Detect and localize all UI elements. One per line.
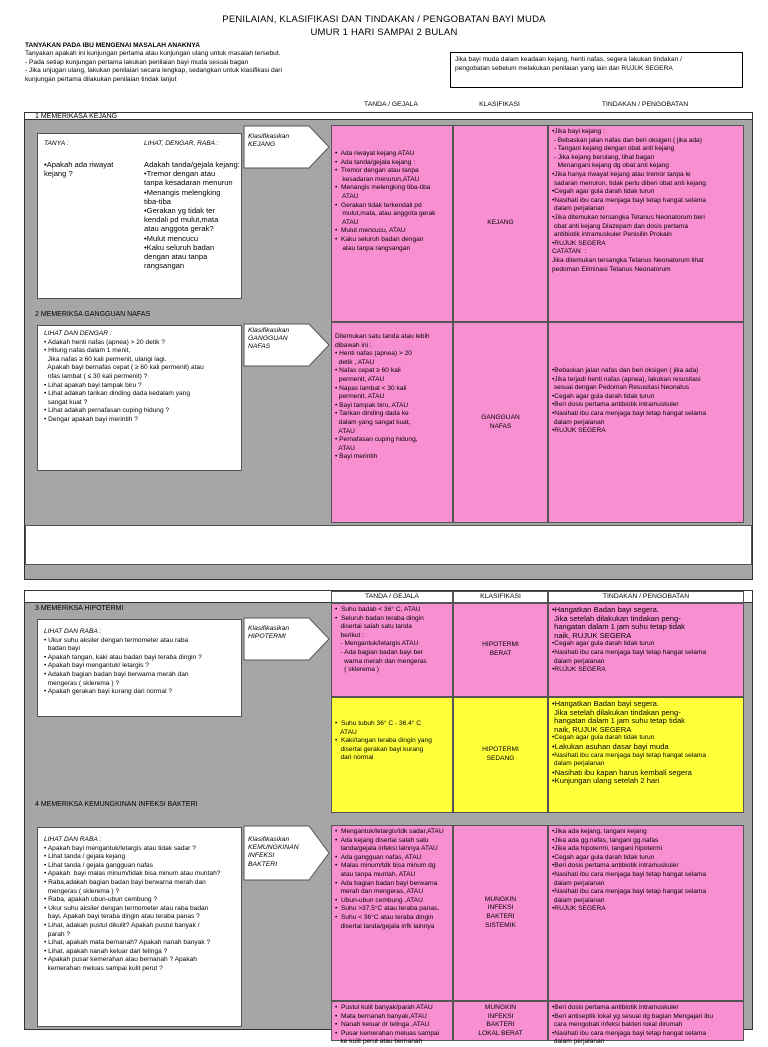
assess-line: • Adakah bagian badan bayi berwarna merah dan (44, 670, 189, 678)
tindakan-line: •Nasihati ibu kapan harus kembali segera (552, 767, 692, 777)
page-title: PENILAIAN, KLASIFIKASI DAN TINDAKAN / PENGOBATAN BAYI MUDA (222, 14, 546, 25)
tindakan-line: •Hangatkan Badan bayi segera. (552, 699, 659, 708)
tanda-line: - Ada bagian badan bayi ber (335, 648, 423, 656)
tindakan-line: sadaran menurun, tidak perlu diberi obat anti kejang (552, 179, 706, 187)
tanda-line: permenit, ATAU (335, 393, 385, 401)
sign: atau anggota gerak? (144, 224, 214, 234)
klasifikasi-text: BAKTERI (486, 913, 515, 920)
tanda-line: • Seluruh badan teraba dingin (335, 614, 424, 622)
tanda-line: merah dan mengeras, ATAU (335, 888, 424, 896)
assess-line: badan bayi (44, 645, 80, 653)
tanda-line: • Kaku seluruh badan dengan (335, 235, 424, 243)
tindakan-line: •Jika terjadi henti nafas (apnea), lakukan resusitasi (552, 375, 701, 383)
sign: rangsangan (144, 261, 185, 271)
tindakan-line: •RUJUK SEGERA (552, 905, 606, 913)
tanda-line: • Mengantuk/letargis/tdk sadar,ATAU (335, 828, 444, 835)
assess-line: bayi. Apakah bayi teraba dingin atau teraba panas ? (44, 913, 200, 921)
tanda-line: atau tanpa muntah, ATAU (335, 870, 416, 878)
tindakan-line: •Jika ada hipotermi, tangani hipotermi (552, 845, 663, 853)
sign: •Kaku seluruh badan (144, 242, 215, 252)
tanda-line: • Gerakan tidak terkendali pd (335, 201, 422, 209)
tanda-line: • Tarikan dinding dada ke (335, 410, 409, 418)
assess-line: • Raba,adakah bagian badan bayi berwarna merah dan (44, 878, 206, 886)
intro-line: - Pada setiap kunjungan pertama lakukan penilaian bayi muda sesuai bagan (25, 58, 249, 66)
assess-line: • Lihat, apakah nanah keluar dari telinga ? (44, 947, 168, 955)
tindakan-line: •Kunjungan ulang setelah 2 hari (552, 776, 660, 786)
assess-line: nfas lambat ( ≤ 30 kali permenit) ? (44, 372, 148, 380)
tindakan-cell-hipotermi-sedang (548, 697, 744, 813)
tanya-label: TANYA : (44, 140, 69, 147)
tindakan-cell-infeksi-sistemik (548, 825, 744, 1001)
tindakan-line: •Cegah agar gula darah tidak turun (552, 853, 655, 861)
assess-line: Apakah bayi bernafas cepat ( ≥ 60 kali permenit) atau (44, 364, 204, 372)
assess-line: mengeras ( sklerema ) ? (44, 679, 120, 687)
blank-row (25, 525, 752, 565)
tindakan-line: •Cegah agar gula darah tidak turun (552, 392, 655, 400)
tanda-line: tanda/gejala infeksi lainnya ATAU (335, 845, 438, 853)
tindakan-line: •Hangatkan Badan bayi segera. (552, 605, 659, 614)
tanda-line: dibawah ini : (335, 341, 372, 349)
tanda-cell-kejang (331, 125, 453, 322)
intro-line: - Jika unjugan ulang, lakukan penilaian secara lengkap, sedangkan untuk klasifikasi dari (25, 67, 282, 75)
klasifikasi-text: LOKAL BERAT (478, 1029, 523, 1037)
assess-line: mengeras ( sklerema ) ? (44, 887, 120, 895)
tanda-line: • Pustul kulit banyak/parah ATAU (335, 1004, 433, 1011)
assess-line: • Dengar apakah bayi merintih ? (44, 415, 138, 423)
tanda-line: disertai gerakan bayi kurang (335, 745, 424, 753)
tindakan-line: •Nasihati ibu cara menjaga bayi tetap hangat selama (552, 870, 707, 878)
klasifikasi-text: INFEKSI (487, 1012, 514, 1020)
tindakan-line: Jika setelah dilakukan tindakan peng- (552, 707, 681, 717)
tindakan-line: •Beri dosis pertama antibiotik intramuskuler (552, 401, 679, 409)
panel-kejang-nafas (24, 112, 753, 580)
tindakan-line: •Nasihati ibu cara menjaga bayi tetap hangat selama (552, 1029, 707, 1037)
tindakan-line: dalam perjalanan (552, 760, 605, 768)
tanda-line: ATAU (335, 218, 359, 226)
tindakan-line: cara mengobati infeksi bakteri lokal dirumah (552, 1021, 683, 1029)
tindakan-line: dalam perjalanan (552, 205, 605, 213)
tanda-line: • Suhu tubuh 36° C - 36.4° C (335, 720, 422, 727)
header-tindakan: TINDAKAN / PENGOBATAN (601, 101, 689, 108)
tanda-line: • Ubun-ubun cembung ,ATAU (335, 896, 423, 904)
tanda-line: • Mata bernanah banyak,ATAU (335, 1012, 427, 1020)
intro-line: kunjungan pertama dilakukan penilaian tindak lanjut (25, 75, 177, 83)
assess-line: • Lihat adakah pernafasan cuping hidung ? (44, 407, 170, 415)
assess-line: kemerahan meluas sampai kulit perut ? (44, 964, 163, 972)
sign: •Mulut mencucu (144, 233, 199, 243)
note-line: Jika bayi muda dalam keadaan kejang, henti nafas, segera lakukan tindakan / (455, 56, 682, 63)
tindakan-line: sesuai dengan Pedoman Resusitasi Neonatus (552, 384, 690, 392)
sign: •Gerakan yg tidak ter (144, 206, 216, 216)
tindakan-line: Jika setelah dilakukan tindakan peng- (552, 613, 681, 623)
arrow-label-kejang: Klasifikasikan KEJANG (248, 133, 290, 149)
assess-line: • Apakah tangan, kaki atau badan bayi teraba dingin ? (44, 653, 202, 661)
assess-line: • Lihat, apakah mata bernanah? Apakah nanah banyak ? (44, 939, 211, 947)
klasifikasi-hipotermi-berat (453, 603, 548, 697)
assess-line: • Raba, apakah ubun-ubun cembung ? (44, 896, 158, 904)
tindakan-cell-kejang (548, 125, 744, 322)
tanda-line: ATAU (335, 444, 355, 452)
assess-line: • Lihat adakah tarikan dinding dada kedalam yang (44, 390, 191, 398)
tanda-line: • Ada gangguan nafas, ATAU (335, 853, 422, 861)
tindakan-line: dalam perjalanan (552, 896, 605, 904)
klasifikasi-text: HIPOTERMI (482, 746, 519, 754)
tanda-line: • Suhu < 36°C atau teraba dingin (335, 913, 434, 921)
arrow-label-infeksi: Klasifikasikan KEMUNGKINAN INFEKSI BAKTERI (248, 836, 299, 868)
tindakan-line: Jika ditemukan tersangka Tetanus Neonatorum lihat (552, 256, 704, 264)
tindakan-line: •Beri antiseptik lokal yg sesuai dg bagian Mengajari ibu (552, 1012, 714, 1020)
tindakan-line: •RUJUK SEGERA (552, 666, 606, 674)
tanda-line: • Mulut mencucu, ATAU (335, 227, 406, 235)
klasifikasi-text: SISTEMIK (485, 921, 516, 929)
intro-line: Tanyakan apakah ini kunjungan pertama atau kunjungan ulang untuk masalah tersebut. (25, 50, 281, 58)
tindakan-line: •Cegah agar gula darah tidak turun (552, 188, 655, 196)
tanda-line: ATAU (335, 192, 359, 200)
question: kejang ? (44, 169, 73, 179)
klasifikasi-infeksi-lokal (453, 1001, 548, 1041)
tanda-line: ke kulit perut atau bernanah (335, 1038, 423, 1046)
tanda-cell-hipotermi-sedang (331, 697, 453, 813)
tanda-cell-infeksi-lokal (331, 1001, 453, 1046)
tanda-line: dalam yang sangat kuat, (335, 418, 411, 426)
assess-box-infeksi (37, 827, 242, 1027)
tanda-line: ATAU (335, 728, 357, 736)
tindakan-line: CATATAN : (552, 248, 587, 256)
tindakan-line: - Jika kejang berulang, lihat bagan (552, 153, 655, 161)
tindakan-line: naik, RUJUK SEGERA (552, 630, 632, 640)
tanda-cell-infeksi-sistemik (331, 825, 453, 1001)
tanda-line: • Bayi merintih (335, 453, 378, 461)
tindakan-line: •Nasihati ibu cara menjaga bayi tetap hangat selama (552, 196, 707, 204)
tanda-line: • Napas lambat < 30 kali (335, 384, 407, 392)
tanda-line: berikut : (335, 631, 364, 639)
tindakan-line: - Bebaskan jalan nafas dan beri oksigen ( jika ada) (552, 136, 702, 144)
klasifikasi-text: BERAT (489, 650, 512, 657)
tindakan-cell-nafas (548, 322, 744, 523)
tindakan-line: dalam perjalanan (552, 879, 605, 887)
tindakan-line: •Jika ditemukan tersangka Tetanus Neonatorum beri (552, 213, 705, 221)
assess-box-hipotermi (37, 619, 242, 717)
tindakan-line: •Beri dosis pertama antibiotik intramuskuler (552, 862, 679, 870)
tindakan-line: •Jika hanya riwayat kejang atau tremor tanpa le (552, 170, 691, 178)
question: •Apakah ada riwayat (44, 160, 114, 169)
tanda-line: disertai salah satu tanda (335, 623, 412, 631)
header-tanda: TANDA / GEJALA (331, 591, 453, 603)
section-label-infeksi: 4 MEMERIKSA KEMUNGKINAN INFEKSI BAKTERI (35, 801, 198, 808)
klasifikasi-hipotermi-sedang (453, 697, 548, 813)
section-label-kejang: 1 MEMERIKASA KEJANG (35, 113, 118, 120)
tanda-line: • Suhu >37.5°C atau teraba panas, (335, 905, 440, 913)
tindakan-line: antibiotik intramuskuler Penisilin Prokain (552, 231, 672, 239)
tindakan-line: •Cegah agar gula darah tidak turun (552, 640, 655, 648)
tanda-line: detik , ATAU (335, 358, 375, 366)
assess-line: • Lihat apakah bayi tampak biru ? (44, 381, 142, 389)
tanda-line: • Ada kejang disertai salah satu (335, 836, 429, 844)
sign: •Tremor dengan atau (144, 169, 216, 179)
tanda-cell-nafas (331, 322, 453, 523)
tanda-line: atau tanpa rangsangan (335, 244, 411, 252)
assess-line: • Apakah gerakan bayi kurang dari normal ? (44, 688, 173, 696)
header-klasifikasi: KLASIFIKASI (453, 591, 548, 603)
tindakan-line: hangatan dalam 1 jam suhu tetap tidak (552, 716, 685, 726)
tanda-line: • Malas minum/tdk bisa minum dg (335, 862, 436, 870)
klasifikasi-text: NAFAS (489, 422, 512, 430)
tanda-line: dari normal (335, 754, 374, 762)
assess-line: • Apakah bayi mengantuk/letargis atau tidak sadar ? (44, 844, 196, 852)
klasifikasi-text: HIPOTERMI (482, 641, 519, 649)
header-tanda: TANDA / GEJALA (364, 101, 418, 108)
tanda-line: • Pernafasan cuping hidung, (335, 436, 418, 444)
header-klasifikasi: KLASIFIKASI (479, 101, 520, 108)
tanda-line: disertai tanda/gejala infk lainnya (335, 922, 435, 930)
header-tindakan: TINDAKAN / PENGOBATAN (548, 591, 744, 603)
assess-box-nafas (37, 325, 242, 471)
klasifikasi-text: MUNGKIN (484, 1004, 517, 1011)
lihat-label: LIHAT DAN DENGAR : (44, 330, 112, 337)
section-label-nafas: 2 MEMERIKSA GANGGUAN NAFAS (35, 311, 151, 318)
tindakan-line: •Nasihati ibu cara menjaga bayi tetap hangat selama (552, 648, 707, 656)
tindakan-line: •Jika bayi kejang : (552, 128, 605, 135)
klasifikasi-text: INFEKSI (487, 904, 514, 912)
arrow-label-nafas: Klasifikasikan GANGGUAN NAFAS (248, 327, 290, 351)
assess-line: • Apakah bayi mengantuk/ letargis ? (44, 662, 149, 670)
tindakan-line: •Cegah agar gula darah tidak turun (552, 734, 655, 742)
tindakan-line: dalam perjalanan (552, 1038, 605, 1046)
tanda-line: permenit, ATAU (335, 375, 385, 383)
tindakan-line: •Lakukan asuhan dasar bayi muda (552, 741, 669, 751)
sign: dengan atau tanpa (144, 252, 208, 262)
lihat-label: LIHAT DAN RABA : (44, 628, 102, 635)
klasifikasi-text: BAKTERI (486, 1021, 515, 1029)
tindakan-line: •RUJUK SEGERA (552, 427, 606, 435)
tanda-line: • Nanah keluar dr telinga ,ATAU (335, 1021, 430, 1029)
tanda-line: kesadaran menurun,ATAU (335, 175, 420, 183)
tindakan-line: •Jika ada kejang, tangani kejang (552, 828, 647, 835)
panel-hipotermi-infeksi (24, 590, 753, 1046)
assess-line: Jika nafas ≥ 60 kali permenit, ulangi lagi. (44, 355, 167, 363)
tanda-line: warna merah dan mengeras (335, 657, 427, 665)
sign: •Menangis melengking (144, 187, 221, 197)
tanda-line: • Kaki/tangan teraba dingin yang (335, 737, 432, 745)
lihat-label: LIHAT, DENGAR, RABA : (144, 140, 219, 147)
lihat-label: LIHAT DAN RABA : (44, 836, 102, 843)
tindakan-line: •Nasihati ibu cara menjaga bayi tetap hangat selama (552, 751, 707, 759)
tanda-line: • Menangis melengking tiba-tiba (335, 184, 431, 192)
tindakan-line: •RUJUK SEGERA (552, 239, 606, 247)
tindakan-line: •Nasihati ibu cara menjaga bayi tetap hangat selama (552, 888, 707, 896)
tanda-line: ( sklerema ) (335, 666, 379, 674)
page-subtitle: UMUR 1 HARI SAMPAI 2 BULAN (310, 27, 458, 38)
tindakan-cell-hipotermi-berat (548, 603, 744, 697)
tindakan-line: dalam perjalanan (552, 418, 605, 426)
tanda-line: • Pusar kemerahan meluas sampai (335, 1029, 440, 1037)
sign: kendali pd mulut,mata (144, 215, 219, 225)
assess-line: • Apakah pusar kemerahan atau bernanah ? Apakah (44, 956, 197, 964)
note-line: pengobatan sebelum melakukan penilaian yang lain dan RUJUK SEGERA (455, 64, 673, 72)
tanda-line: • Nafas cepat ≥ 60 kali (335, 367, 401, 375)
tanda-line: • Henti nafas (apnea) > 20 (335, 350, 412, 358)
tindakan-line: •Bebaskan jalan nafas dan beri oksigen ( jika ada) (552, 367, 699, 374)
warning-note (450, 52, 743, 88)
assess-line: • Adakah henti nafas (apnea) > 20 detik ? (44, 338, 165, 346)
klasifikasi-kejang: KEJANG (453, 125, 548, 322)
tindakan-line: dalam perjalanan (552, 657, 605, 665)
assess-line: • Hitung nafas dalam 1 menit, (44, 347, 131, 355)
assess-line: • Ukur suhu aksiler dengan termometer atau raba badan (44, 904, 209, 912)
tanda-line: - Mengantuk/letargis ATAU (335, 640, 419, 648)
klasifikasi-nafas (453, 322, 548, 523)
tindakan-line: obat anti kejang Diazepam dan dosis pertama (552, 222, 688, 230)
assess-line: • Lihat, adakah pustul dikulit? Apakah pustul banyak / (44, 921, 200, 929)
panel-top-bar (25, 113, 752, 120)
klasifikasi-text: MUNGKIN (484, 895, 517, 903)
tanda-line: • Suhu badab < 36° C, ATAU (335, 606, 421, 613)
tanda-line: • Bayi tampak biru, ATAU (335, 401, 409, 409)
assess-box-kejang (37, 133, 242, 299)
tanda-line: mulut,mata, atau anggota gerak (335, 210, 436, 218)
tindakan-line: Menangani kejang dg obat anti kejang (552, 162, 669, 170)
intro-block (25, 42, 345, 84)
tindakan-cell-infeksi-lokal (548, 1001, 744, 1046)
klasifikasi-text: SEDANG (486, 755, 515, 762)
tindakan-line: •Beri dosis pertama antibiotik intramuskuler (552, 1004, 679, 1011)
tindakan-line: •Jika ada gg.nafas, tangani gg.nafas (552, 836, 659, 844)
tanda-line: ATAU (335, 427, 355, 435)
tanda-line: • Ada bagian badan bayi berwarna (335, 879, 438, 887)
tanda-line: • Ada riwayat kejang ATAU (335, 150, 415, 157)
tanda-line: Ditemukan satu tanda atau lebih (335, 333, 430, 340)
arrow-label-hipotermi: Klasifikasikan HIPOTERMI (248, 625, 290, 641)
klasifikasi-infeksi-sistemik (453, 825, 548, 1001)
sign: tanpa kesadaran menurun (144, 178, 233, 188)
section-label-hipotermi: 3 MEMERIKSA HIPOTERMI (35, 605, 124, 612)
sign: tiba-tiba (144, 196, 172, 206)
tindakan-line: hangatan dalam 1 jam suhu tetap tidak (552, 622, 685, 632)
tanda-line: • Tremor dengan atau tanpa (335, 167, 419, 175)
assess-line: sangat kuat ? (44, 398, 88, 406)
tindakan-line: - Tangani kejang dengan obat anti kejang (552, 145, 675, 153)
assess-line: • Apakah bayi malas minum/tidak bisa minum atau muntah? (44, 870, 221, 878)
assess-line: parah ? (44, 930, 71, 938)
intro-heading: TANYAKAN PADA IBU MENGENAI MASALAH ANAKNYA (25, 42, 200, 49)
klasifikasi-text: GANGGUAN (481, 413, 520, 421)
assess-line: • Ukur suhu aksiler dengan termometer atau raba (44, 636, 189, 644)
assess-line: • Lihat tanda / gejala gangguan nafas (44, 861, 153, 869)
tindakan-line: •Nasihati ibu cara menjaga bayi tetap hangat selama (552, 409, 707, 417)
tindakan-line: pedoman Eliminasi Tetanus Neonatorum (552, 265, 671, 273)
assess-line: • Lihat tanda / gejala kejang (44, 853, 126, 861)
tanda-cell-hipotermi-berat (331, 603, 453, 697)
tindakan-line: naik, RUJUK SEGERA (552, 724, 632, 734)
sign: Adakah tanda/gejala kejang: (144, 160, 240, 169)
tanda-line: • Ada tanda/gejala kejang : (335, 158, 416, 166)
